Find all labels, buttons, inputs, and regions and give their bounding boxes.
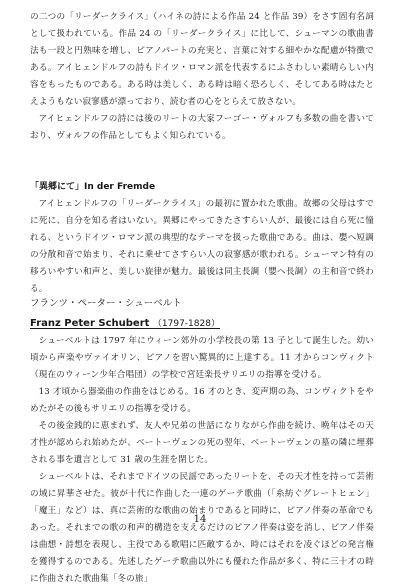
section-paragraph: アイヒェンドルフの「リーダークライス」の最初に置かれた歌曲。故郷の父母はすでに死に、自分を知る者はいない。異郷にやってきたさすらい人が、最後には自ら死に憧れる、というドイツ・ロマン派の典型的なテーマを扱った歌曲である。曲は、嬰ヘ短調の分散和音で始まり、それに乗せてさすらい人の寂寥感が歌われる。シューマン特有の移ろいやすい和声と、美しい旋律が魅力。最後は同主長調（嬰ヘ長調）の主和音で終わる。	[30, 199, 374, 294]
composer-name-en-text: Franz Peter Schubert	[30, 318, 150, 329]
composer-section	[30, 297, 374, 588]
composer-paragraph-4: シューベルトは、それまでドイツの民謡であったリートを、その天才性を持って芸術の域に昇華させた。彼が十代に作曲した一連のゲーテ歌曲（「糸紡ぐグレートヒェン」「魔王」など）は、真に芸術的な歌曲の始まりであると同時に、ピアノ伴奏の革命でもあった。それまでの歌の和声的構造を支えるだけのピアノ伴奏は姿を消し、ピアノ伴奏は曲想・詩想を表現し、主役である歌唱に匹敵するか、時にはそれを凌ぐほどの発言権を獲得するのである。先述したゲーテ歌曲以外にも優れた作品が多く、特に三十才の時に作曲された歌曲集「冬の旅」	[30, 472, 374, 584]
composer-paragraph-3: その後金銭的に恵まれず、友人や兄弟の世話になりながら作曲を続け、晩年はその天才性が認められ始めたが、ベートーヴェンの死の翌年、ベートーヴェンの墓の隣に埋葬される事を遺言として 31 歳の生涯を閉じた。	[30, 421, 374, 465]
intro-paragraph-1: の二つの「リーダークライス」（ハイネの詩による作品 24 と作品 39）をさす固有名詞として扱われている。作品 24 の「リーダークライス」に比して、シューマンの歌曲書法も一段と円熟味を増し、ピアノパートの充実と、言葉に対する細やかな配慮が特徴である。アイヒェンドルフの詩もドイツ・ロマン派を代表するにふさわしい素晴らしい内容をもったものである。ある時は美しく、ある時は暗く恐ろしく、そしてある時はたとえようもない寂寥感が漂っており、読む者の心をとらえて放さない。	[30, 12, 374, 107]
intro-paragraph-2: アイヒェンドルフの詩には後のリートの大家フーゴー・ヴォルフも多数の曲を書いており、ヴォルフの作品としてもよく知られている。	[30, 114, 374, 141]
composer-years: （1797-1828）	[152, 319, 220, 329]
page-number: 14	[193, 514, 207, 525]
composer-name-japanese: フランツ・ペーター・シューベルト	[30, 298, 182, 309]
composer-name-english	[30, 317, 374, 331]
composer-paragraph-2: 13 才頃から器楽曲の作曲をはじめる。16 才のとき、変声期の為、コンヴィクトをやめたがその後もサリエリの指導を受ける。	[30, 387, 374, 414]
composer-paragraph-1: シューベルトは 1797 年にウィーン郊外の小学校長の第 13 子として誕生した。幼い頃から声楽やヴァイオリン、ピアノを習い驚異的に上達する。11 才からコンヴィクト（現在のウィーン少年合唱団）の学校で宮廷楽長サリエリの指導を受ける。	[30, 336, 374, 380]
intro-section	[30, 9, 374, 145]
section-heading: 「異郷にて」In der Fremde	[30, 182, 156, 192]
in-der-fremde-section	[30, 180, 374, 298]
